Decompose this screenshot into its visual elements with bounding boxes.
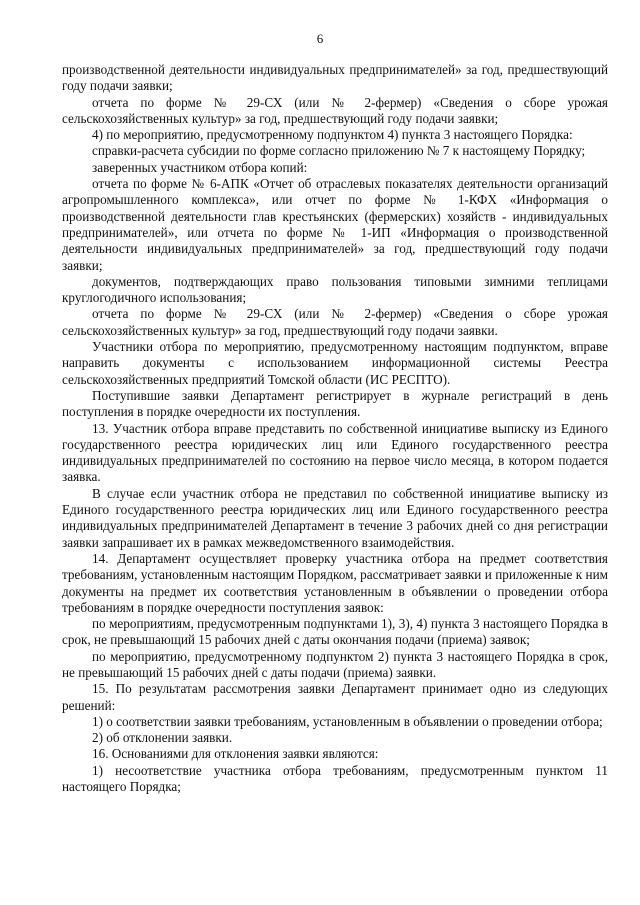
paragraph: 4) по мероприятию, предусмотренному подпунктом 4) пункта 3 настоящего Порядка: <box>92 127 573 143</box>
paragraph: 14. Департамент осуществляет проверку участника отбора на предмет соответствия требованиям, установленным настоящим Порядком, рассматривает заявки и приложенные к ним документы на предмет их соответствия установленным в объявлении о проведении отбора требованиям в порядке очередности поступления заявок: <box>62 550 608 615</box>
paragraph: 1) несоответствие участника отбора требованиям, предусмотренным пунктом 11 настоящего Порядка; <box>62 762 608 795</box>
paragraph: документов, подтверждающих право пользования типовыми зимними теплицами круглогодичного использования; <box>62 273 608 306</box>
paragraph: 13. Участник отбора вправе представить по собственной инициативе выписку из Единого государственного реестра юридических лиц или Единого государственного реестра индивидуальных предпринимателей по состоянию на первое число месяца, в котором подается заявка. <box>62 420 608 485</box>
paragraph: В случае если участник отбора не представил по собственной инициативе выписку из Единого государственного реестра юридических лиц или Единого государственного реестра индивидуальных предпринимателей Департамент в течение 3 рабочих дней со дня регистрации заявки запрашивает их в рамках межведомственного взаимодействия. <box>62 485 608 550</box>
paragraph: заверенных участником отбора копий: <box>92 159 308 175</box>
paragraph: 16. Основаниями для отклонения заявки являются: <box>92 746 379 762</box>
paragraph: справки-расчета субсидии по форме согласно приложению № 7 к настоящему Порядку; <box>92 143 586 159</box>
paragraph: 2) об отклонении заявки. <box>92 730 233 746</box>
paragraph: по мероприятию, предусмотренному подпунктом 2) пункта 3 настоящего Порядка в срок, не превышающий 15 рабочих дней с даты подачи (приема) заявки. <box>62 648 608 680</box>
paragraph: 15. По результатам рассмотрения заявки Департамент принимает одно из следующих решений: <box>62 681 608 713</box>
paragraph: по мероприятиям, предусмотренным подпунктами 1), 3), 4) пункта 3 настоящего Порядка в срок, не превышающий 15 рабочих дней с даты окончания подачи (приема) заявок; <box>62 616 608 648</box>
document-body <box>62 62 608 795</box>
paragraph: Поступившие заявки Департамент регистрирует в журнале регистраций в день поступления в порядке очередности их поступления. <box>62 387 608 420</box>
paragraph: Участники отбора по мероприятию, предусмотренному настоящим подпунктом, вправе направить документы с использованием информационной системы Реестра сельскохозяйственных предприятий Томской области (ИС РЕСПТО). <box>62 339 608 387</box>
paragraph: 1) о соответствии заявки требованиям, установленным в объявлении о проведении отбора; <box>92 713 603 729</box>
paragraph: производственной деятельности индивидуальных предпринимателей» за год, предшествующий году подачи заявки; <box>62 62 608 94</box>
page-number: 6 <box>316 31 324 46</box>
paragraph: отчета по форме № 6-АПК «Отчет об отраслевых показателях деятельности организаций агропромышленного комплекса», или отчет по форме № 1-КФХ «Информация о производственной деятельности глав крестьянских (фермерских) хозяйств - индивидуальных предпринимателей», или отчета по форме № 1-ИП «Информация о производственной деятельности индивидуальных предпринимателей» за год, предшествующий году подачи заявки; <box>62 176 608 273</box>
paragraph: отчета по форме № 29-СХ (или № 2-фермер) «Сведения о сборе урожая сельскохозяйственных культур» за год, предшествующий году подачи заявки. <box>62 306 608 338</box>
paragraph: отчета по форме № 29-СХ (или № 2-фермер) «Сведения о сборе урожая сельскохозяйственных культур» за год, предшествующий году подачи заявки; <box>62 94 608 126</box>
